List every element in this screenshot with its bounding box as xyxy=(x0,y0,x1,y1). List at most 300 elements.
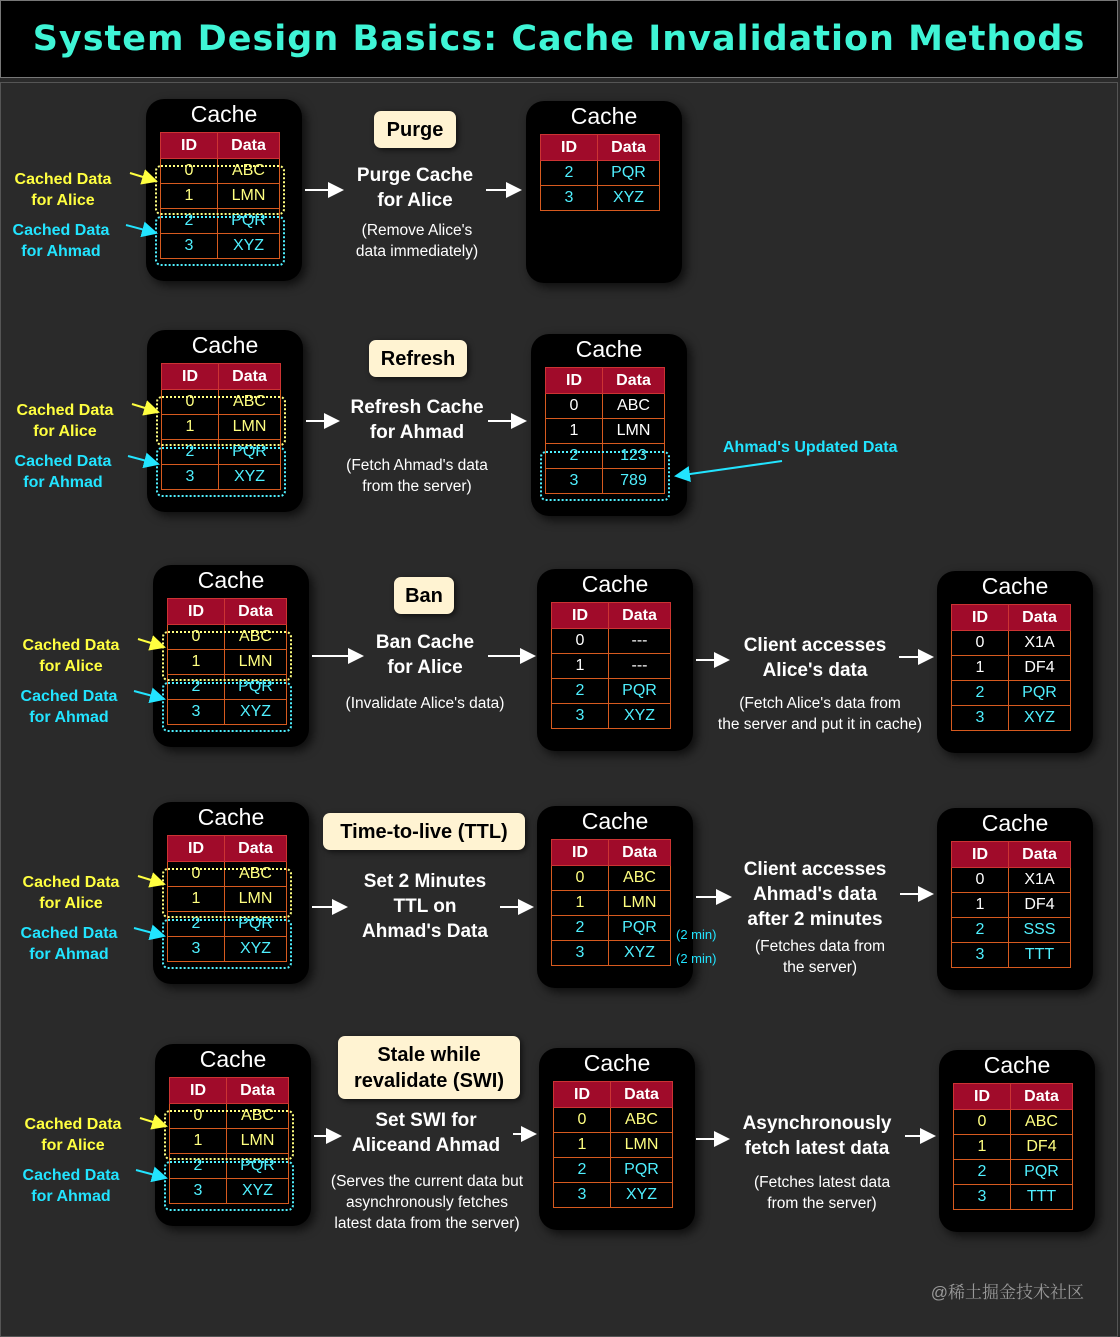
alice-cached-label xyxy=(18,1114,128,1156)
ban-client-note xyxy=(700,693,940,735)
text-line: Ahmad's data xyxy=(753,884,877,905)
cache-row-id: 2 xyxy=(170,1154,227,1179)
cache-row-id: 0 xyxy=(552,866,609,891)
cache-row xyxy=(552,704,671,729)
cache-box xyxy=(526,101,682,283)
cache-row xyxy=(552,916,671,941)
text-line: (Invalidate Alice's data) xyxy=(345,695,505,712)
id-header: ID xyxy=(554,1082,611,1108)
cache-title: Cache xyxy=(981,810,1049,836)
text-line: Ahmad's Data xyxy=(362,921,488,942)
id-header: ID xyxy=(552,603,609,629)
cache-box xyxy=(155,1044,311,1226)
text-line: Cached Data xyxy=(16,402,114,419)
cache-row-id: 2 xyxy=(162,440,219,465)
cache-row xyxy=(954,1160,1073,1185)
cache-table xyxy=(951,604,1071,731)
cache-row-id: 1 xyxy=(168,887,225,912)
cache-row-id: 3 xyxy=(162,465,219,490)
ahmad-group-outline xyxy=(162,682,292,732)
text-line: Set SWI for xyxy=(375,1110,477,1131)
cache-row xyxy=(952,893,1071,918)
text-line: (Remove Alice's xyxy=(361,222,473,239)
text-line: Cached Data xyxy=(14,171,112,188)
text-line: for Alice xyxy=(31,192,95,209)
cache-row-data: --- xyxy=(609,654,671,679)
text-line: after 2 minutes xyxy=(747,909,883,930)
id-header: ID xyxy=(168,599,225,625)
ttl-client-note xyxy=(720,936,920,978)
ban-note xyxy=(322,693,528,714)
cache-row xyxy=(552,679,671,704)
data-header: Data xyxy=(603,368,665,394)
text-line: Client accesses xyxy=(743,635,887,656)
cache-table xyxy=(540,134,660,211)
text-line: Client accesses xyxy=(743,859,887,880)
text-line: revalidate (SWI) xyxy=(353,1069,505,1092)
text-line: Cached Data xyxy=(12,222,110,239)
ahmad-updated-outline xyxy=(540,451,670,501)
ahmad-group-outline xyxy=(164,1161,294,1211)
id-header: ID xyxy=(954,1084,1011,1110)
alice-group-outline xyxy=(156,396,286,446)
text-line: Cached Data xyxy=(22,637,120,654)
cache-box xyxy=(146,99,302,281)
method-badge xyxy=(338,1036,520,1099)
cache-row-data: PQR xyxy=(1011,1160,1073,1185)
cache-row-id: 2 xyxy=(952,681,1009,706)
ttl-note-row3: (2 min) xyxy=(676,951,717,966)
text-line: asynchronously fetches xyxy=(346,1194,508,1211)
cache-row-id: 0 xyxy=(170,1104,227,1129)
refresh-action xyxy=(332,395,502,445)
text-line: the server) xyxy=(782,959,858,976)
cache-row-id: 1 xyxy=(168,650,225,675)
cache-row-data: LMN xyxy=(609,891,671,916)
cache-header-row xyxy=(162,364,281,390)
cache-row-id: 3 xyxy=(552,704,609,729)
cache-row xyxy=(954,1185,1073,1210)
cache-row-id: 1 xyxy=(162,415,219,440)
watermark: @稀土掘金技术社区 xyxy=(930,1283,1084,1302)
cache-header-row xyxy=(541,135,660,161)
cache-title: Cache xyxy=(983,1052,1051,1078)
cache-row-data: PQR xyxy=(227,1154,289,1179)
cache-row-data: PQR xyxy=(611,1158,673,1183)
cache-box xyxy=(937,571,1093,753)
alice-group-outline xyxy=(155,165,285,215)
text-line: Refresh Cache xyxy=(350,397,484,418)
cache-row xyxy=(554,1158,673,1183)
cache-row-data: PQR xyxy=(609,679,671,704)
cache-row-data: ABC xyxy=(227,1104,289,1129)
text-line: for Ahmad xyxy=(29,709,109,726)
cache-row-data: TTT xyxy=(1009,943,1071,968)
cache-row-data: XYZ xyxy=(598,186,660,211)
data-header: Data xyxy=(218,133,280,159)
cache-row-data: LMN xyxy=(218,184,280,209)
cache-row-data: PQR xyxy=(225,912,287,937)
cache-row-id: 1 xyxy=(161,184,218,209)
data-header: Data xyxy=(1011,1084,1073,1110)
ttl-note-row2: (2 min) xyxy=(676,927,717,942)
cache-title: Cache xyxy=(199,1046,267,1072)
cache-row-data: PQR xyxy=(219,440,281,465)
method-badge: Time-to-live (TTL) xyxy=(323,813,525,850)
text-line: Set 2 Minutes xyxy=(363,871,487,892)
data-header: Data xyxy=(1009,605,1071,631)
text-line: (Fetch Alice's data from xyxy=(739,695,901,712)
cache-row-data: 123 xyxy=(603,444,665,469)
id-header: ID xyxy=(168,836,225,862)
ahmad-cached-label xyxy=(8,451,118,493)
cache-row-data: --- xyxy=(609,629,671,654)
text-line: for Alice xyxy=(39,658,103,675)
cache-row xyxy=(952,656,1071,681)
alice-group-outline xyxy=(162,868,292,918)
cache-header-row xyxy=(168,836,287,862)
cache-row-data: DF4 xyxy=(1011,1135,1073,1160)
cache-title: Cache xyxy=(197,567,265,593)
text-line: for Alice xyxy=(33,423,97,440)
cache-row-id: 2 xyxy=(546,444,603,469)
cache-row-data: DF4 xyxy=(1009,656,1071,681)
cache-row-data: XYZ xyxy=(1009,706,1071,731)
cache-row-id: 3 xyxy=(552,941,609,966)
cache-row-data: LMN xyxy=(225,887,287,912)
cache-row-id: 3 xyxy=(554,1183,611,1208)
cache-row-id: 3 xyxy=(952,943,1009,968)
cache-row-id: 0 xyxy=(168,862,225,887)
text-line: for Ahmad xyxy=(23,474,103,491)
data-header: Data xyxy=(225,836,287,862)
cache-header-row xyxy=(170,1078,289,1104)
cache-row-data: ABC xyxy=(225,625,287,650)
cache-header-row xyxy=(952,605,1071,631)
cache-row-data: ABC xyxy=(1011,1110,1073,1135)
cache-row xyxy=(954,1110,1073,1135)
cache-row xyxy=(546,419,665,444)
ban-action xyxy=(340,630,510,680)
cache-row-data: XYZ xyxy=(609,941,671,966)
cache-row-data: ABC xyxy=(609,866,671,891)
ahmad-cached-label xyxy=(6,220,116,262)
cache-row-data: XYZ xyxy=(219,465,281,490)
text-line: for Alice xyxy=(39,895,103,912)
cache-row xyxy=(952,706,1071,731)
cache-row-id: 0 xyxy=(168,625,225,650)
alice-cached-label xyxy=(16,635,126,677)
cache-row-id: 0 xyxy=(552,629,609,654)
cache-row-id: 0 xyxy=(546,394,603,419)
cache-row xyxy=(546,394,665,419)
data-header: Data xyxy=(611,1082,673,1108)
cache-row-id: 3 xyxy=(541,186,598,211)
cache-table xyxy=(953,1083,1073,1210)
text-line: Asynchronously xyxy=(742,1113,892,1134)
cache-row-id: 0 xyxy=(161,159,218,184)
text-line: Aliceand Ahmad xyxy=(351,1135,501,1156)
cache-row-data: LMN xyxy=(219,415,281,440)
method-badge: Ban xyxy=(394,577,454,614)
swi-client-action xyxy=(724,1111,910,1161)
cache-row xyxy=(541,161,660,186)
cache-row-id: 3 xyxy=(168,937,225,962)
text-line: Cached Data xyxy=(14,453,112,470)
title-bar xyxy=(0,0,1118,78)
data-header: Data xyxy=(227,1078,289,1104)
text-line: Cached Data xyxy=(22,874,120,891)
cache-row-id: 0 xyxy=(554,1108,611,1133)
cache-header-row xyxy=(954,1084,1073,1110)
id-header: ID xyxy=(546,368,603,394)
cache-box xyxy=(537,806,693,988)
text-line: (Fetches data from xyxy=(754,938,886,955)
cache-title: Cache xyxy=(581,808,649,834)
cache-row xyxy=(954,1135,1073,1160)
text-line: Ban Cache xyxy=(375,632,475,653)
cache-row-data: ABC xyxy=(219,390,281,415)
cache-header-row xyxy=(552,603,671,629)
cache-row-data: ABC xyxy=(603,394,665,419)
cache-box xyxy=(937,808,1093,990)
cache-title: Cache xyxy=(570,103,638,129)
cache-box xyxy=(939,1050,1095,1232)
cache-row-data: PQR xyxy=(1009,681,1071,706)
method-badge: Refresh xyxy=(369,340,467,377)
cache-row-data: XYZ xyxy=(611,1183,673,1208)
refresh-note xyxy=(322,455,512,497)
ahmad-group-outline xyxy=(155,216,285,266)
cache-row-data: X1A xyxy=(1009,868,1071,893)
cache-row-data: LMN xyxy=(603,419,665,444)
cache-row-id: 2 xyxy=(541,161,598,186)
cache-row-data: PQR xyxy=(225,675,287,700)
cache-table xyxy=(551,602,671,729)
cache-row xyxy=(552,629,671,654)
cache-row xyxy=(952,631,1071,656)
purge-action xyxy=(330,163,500,213)
cache-row-id: 1 xyxy=(552,654,609,679)
cache-header-row xyxy=(554,1082,673,1108)
cache-row xyxy=(952,918,1071,943)
cache-row-id: 3 xyxy=(168,700,225,725)
text-line: from the server) xyxy=(362,478,472,495)
cache-row-id: 1 xyxy=(552,891,609,916)
text-line: latest data from the server) xyxy=(334,1215,520,1232)
cache-row-data: XYZ xyxy=(225,700,287,725)
cache-row-id: 2 xyxy=(552,679,609,704)
text-line: for Ahmad xyxy=(21,243,101,260)
cache-row-data: LMN xyxy=(611,1133,673,1158)
cache-row xyxy=(552,654,671,679)
id-header: ID xyxy=(170,1078,227,1104)
cache-row xyxy=(554,1133,673,1158)
cache-title: Cache xyxy=(575,336,643,362)
cache-title: Cache xyxy=(197,804,265,830)
cache-row-id: 1 xyxy=(546,419,603,444)
cache-row-id: 1 xyxy=(952,656,1009,681)
cache-row-data: PQR xyxy=(609,916,671,941)
ahmad-cached-label xyxy=(16,1165,126,1207)
page-title: System Design Basics: Cache Invalidation Methods xyxy=(32,19,1086,59)
id-header: ID xyxy=(541,135,598,161)
cache-row-data: 789 xyxy=(603,469,665,494)
ttl-action xyxy=(340,869,510,944)
cache-title: Cache xyxy=(583,1050,651,1076)
ban-client-action xyxy=(720,633,910,683)
cache-row xyxy=(952,868,1071,893)
cache-row-id: 3 xyxy=(952,706,1009,731)
text-line: Cached Data xyxy=(24,1116,122,1133)
cache-table xyxy=(551,839,671,966)
id-header: ID xyxy=(952,605,1009,631)
cache-row xyxy=(952,943,1071,968)
cache-row xyxy=(952,681,1071,706)
cache-box xyxy=(147,330,303,512)
alice-group-outline xyxy=(162,631,292,681)
text-line: for Alice xyxy=(377,190,453,211)
text-line: Alice's data xyxy=(762,660,868,681)
cache-row-data: X1A xyxy=(1009,631,1071,656)
cache-row-data: ABC xyxy=(218,159,280,184)
cache-row-id: 0 xyxy=(952,868,1009,893)
cache-title: Cache xyxy=(190,101,258,127)
text-line: (Serves the current data but xyxy=(330,1173,524,1190)
data-header: Data xyxy=(598,135,660,161)
alice-cached-label xyxy=(16,872,126,914)
id-header: ID xyxy=(552,840,609,866)
cache-box xyxy=(539,1048,695,1230)
alice-cached-label xyxy=(8,169,118,211)
id-header: ID xyxy=(161,133,218,159)
ahmad-updated-label: Ahmad's Updated Data xyxy=(723,439,898,456)
swi-action xyxy=(340,1108,512,1158)
data-header: Data xyxy=(1009,842,1071,868)
cache-row-data: ABC xyxy=(611,1108,673,1133)
cache-title: Cache xyxy=(981,573,1049,599)
ttl-client-action xyxy=(720,857,910,932)
text-line: (Fetch Ahmad's data xyxy=(346,457,488,474)
cache-row-data: PQR xyxy=(218,209,280,234)
cache-row-id: 1 xyxy=(554,1133,611,1158)
text-line: data immediately) xyxy=(355,243,479,260)
text-line: fetch latest data xyxy=(744,1138,890,1159)
text-line: for Alice xyxy=(387,657,463,678)
cache-row-id: 3 xyxy=(546,469,603,494)
cache-row-id: 1 xyxy=(952,893,1009,918)
cache-row-data: LMN xyxy=(225,650,287,675)
cache-header-row xyxy=(552,840,671,866)
data-header: Data xyxy=(609,840,671,866)
cache-row-data: XYZ xyxy=(225,937,287,962)
cache-row-id: 2 xyxy=(168,675,225,700)
text-line: the server and put it in cache) xyxy=(717,716,923,733)
text-line: for Ahmad xyxy=(31,1188,111,1205)
cache-row-id: 2 xyxy=(954,1160,1011,1185)
text-line: for Ahmad xyxy=(29,946,109,963)
swi-client-note xyxy=(724,1172,920,1214)
cache-row xyxy=(541,186,660,211)
id-header: ID xyxy=(162,364,219,390)
cache-row xyxy=(552,891,671,916)
data-header: Data xyxy=(225,599,287,625)
cache-row-data: XYZ xyxy=(227,1179,289,1204)
cache-header-row xyxy=(168,599,287,625)
cache-row-data: TTT xyxy=(1011,1185,1073,1210)
cache-row-id: 2 xyxy=(552,916,609,941)
cache-row-id: 1 xyxy=(954,1135,1011,1160)
text-line: Cached Data xyxy=(20,925,118,942)
cache-row-data: XYZ xyxy=(609,704,671,729)
cache-row-data: SSS xyxy=(1009,918,1071,943)
cache-row-id: 3 xyxy=(170,1179,227,1204)
cache-row-id: 1 xyxy=(170,1129,227,1154)
text-line: Cached Data xyxy=(22,1167,120,1184)
cache-row xyxy=(552,866,671,891)
cache-title: Cache xyxy=(191,332,259,358)
cache-row xyxy=(552,941,671,966)
cache-row-id: 2 xyxy=(952,918,1009,943)
cache-row xyxy=(554,1108,673,1133)
cache-row-data: PQR xyxy=(598,161,660,186)
cache-box xyxy=(537,569,693,751)
cache-header-row xyxy=(546,368,665,394)
swi-note xyxy=(316,1171,538,1234)
ahmad-group-outline xyxy=(162,919,292,969)
method-badge: Purge xyxy=(374,111,456,148)
text-line: for Alice xyxy=(41,1137,105,1154)
data-header: Data xyxy=(219,364,281,390)
cache-row-data: ABC xyxy=(225,862,287,887)
cache-row xyxy=(554,1183,673,1208)
cache-row-id: 2 xyxy=(168,912,225,937)
cache-row-id: 0 xyxy=(954,1110,1011,1135)
purge-note xyxy=(322,220,512,262)
text-line: Stale while xyxy=(377,1043,481,1066)
id-header: ID xyxy=(952,842,1009,868)
ahmad-cached-label xyxy=(14,923,124,965)
cache-row-id: 2 xyxy=(161,209,218,234)
alice-group-outline xyxy=(164,1110,294,1160)
cache-header-row xyxy=(161,133,280,159)
text-line: TTL on xyxy=(393,896,457,917)
text-line: Purge Cache xyxy=(356,165,474,186)
text-line: Cached Data xyxy=(20,688,118,705)
cache-table xyxy=(553,1081,673,1208)
alice-cached-label xyxy=(10,400,120,442)
ahmad-group-outline xyxy=(156,447,286,497)
cache-row-id: 2 xyxy=(554,1158,611,1183)
cache-row-id: 0 xyxy=(162,390,219,415)
text-line: (Fetches latest data xyxy=(753,1174,891,1191)
cache-box xyxy=(153,802,309,984)
cache-row-id: 3 xyxy=(954,1185,1011,1210)
cache-row-data: LMN xyxy=(227,1129,289,1154)
cache-header-row xyxy=(952,842,1071,868)
text-line: for Ahmad xyxy=(369,422,465,443)
cache-table xyxy=(951,841,1071,968)
cache-title: Cache xyxy=(581,571,649,597)
cache-row-data: DF4 xyxy=(1009,893,1071,918)
cache-box xyxy=(153,565,309,747)
text-line: from the server) xyxy=(767,1195,877,1212)
cache-row-id: 3 xyxy=(161,234,218,259)
cache-row-data: XYZ xyxy=(218,234,280,259)
cache-box xyxy=(531,334,687,516)
cache-row-id: 0 xyxy=(952,631,1009,656)
data-header: Data xyxy=(609,603,671,629)
